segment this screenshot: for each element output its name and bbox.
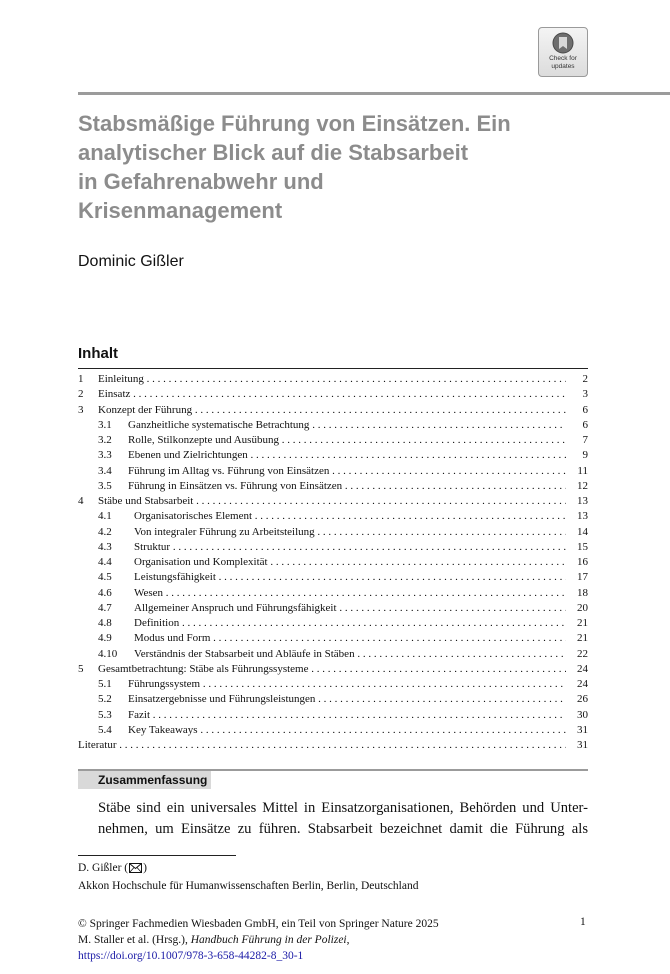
toc-entry[interactable] — [78, 616, 588, 631]
toc-entry-number: 3.2 — [98, 434, 112, 446]
toc-entry-number: 4 — [78, 495, 84, 507]
chapter-title — [78, 109, 558, 225]
toc-entry-page: 31 — [577, 739, 588, 751]
footnote-rule — [78, 855, 236, 856]
toc-entry-label: Einleitung . . . — [98, 372, 566, 387]
toc-entry-page: 17 — [577, 571, 588, 584]
title-line: analytischer Blick auf die Stabsarbeit — [78, 140, 469, 165]
summary-heading-box — [78, 771, 211, 789]
toc-entry-page: 2 — [582, 373, 588, 385]
envelope-icon[interactable] — [129, 863, 142, 873]
author-affiliation: Akkon Hochschule für Humanwissenschaften Berlin, Berlin, Deutschland — [78, 880, 419, 892]
table-of-contents — [78, 372, 588, 753]
toc-entry-page: 20 — [577, 601, 588, 614]
toc-entry[interactable] — [78, 570, 588, 585]
toc-entry-page: 6 — [582, 418, 588, 431]
toc-entry-number: 4.4 — [98, 556, 112, 568]
toc-top-rule — [78, 368, 588, 369]
toc-entry-label: Definition . . . — [134, 616, 566, 631]
toc-entry[interactable] — [78, 738, 588, 753]
toc-entry-number: 2 — [78, 388, 84, 401]
toc-entry-number: 4.10 — [98, 647, 118, 660]
check-for-updates-badge[interactable] — [538, 27, 588, 77]
citation-suffix: , — [346, 934, 350, 946]
toc-entry-page: 15 — [577, 540, 588, 553]
toc-entry-number: 5.3 — [98, 708, 112, 721]
badge-label-line1: Check for — [549, 55, 577, 62]
toc-entry-label: Wesen . . . — [134, 586, 566, 601]
toc-entry[interactable] — [78, 433, 588, 448]
toc-entry[interactable] — [78, 647, 588, 662]
toc-entry-page: 30 — [577, 708, 588, 721]
abstract-line: nehmen, um Einsätze zu führen. Stabsarbeit bezeichnet damit die Führung als — [98, 821, 588, 837]
page-number: 1 — [580, 916, 586, 928]
toc-entry-page: 18 — [577, 586, 588, 599]
footnote-name-suffix: ) — [143, 862, 147, 874]
toc-entry-number: 5.1 — [98, 678, 112, 690]
toc-entry-label: Modus und Form . . . — [134, 631, 566, 646]
toc-entry[interactable] — [78, 540, 588, 555]
citation-editors: M. Staller et al. (Hrsg.), — [78, 934, 191, 946]
toc-entry-label: Stäbe und Stabsarbeit . . . — [98, 494, 566, 509]
toc-entry-page: 24 — [577, 662, 588, 675]
toc-entry-page: 14 — [577, 525, 588, 538]
toc-entry-number: 4.6 — [98, 586, 112, 599]
toc-entry-page: 6 — [582, 403, 588, 416]
doi-link[interactable]: https://doi.org/10.1007/978-3-658-44282-8_30-1 — [78, 950, 304, 962]
abstract-line: Stäbe sind ein universales Mittel in Einsatzorganisationen, Behörden und Unter- — [98, 800, 588, 816]
toc-entry-label: Führung in Einsätzen vs. Führung von Einsätzen . . . — [128, 479, 566, 494]
toc-entry[interactable] — [78, 555, 588, 570]
toc-entry-label: Key Takeaways . . . — [128, 723, 566, 738]
bookmark-icon — [552, 32, 574, 54]
title-line: Krisenmanagement — [78, 198, 283, 223]
toc-entry-page: 13 — [577, 495, 588, 507]
toc-entry-number: 5.4 — [98, 723, 112, 736]
toc-entry-label: Organisation und Komplexität . . . — [134, 555, 566, 570]
title-line: Stabsmäßige Führung von Einsätzen. Ein — [78, 111, 511, 136]
citation-book-title: Handbuch Führung in der Polizei — [190, 934, 347, 946]
toc-entry[interactable] — [78, 692, 588, 707]
toc-entry-label: Führungssystem . . . — [128, 677, 566, 692]
toc-entry[interactable] — [78, 464, 588, 479]
toc-entry-label: Struktur . . . — [134, 540, 566, 555]
toc-entry[interactable] — [78, 494, 588, 509]
toc-entry[interactable] — [78, 631, 588, 646]
toc-entry[interactable] — [78, 448, 588, 463]
toc-entry-page: 7 — [582, 434, 588, 446]
toc-entry-number: 4.8 — [98, 617, 112, 629]
toc-entry-number: 4.7 — [98, 601, 112, 614]
toc-entry[interactable] — [78, 403, 588, 418]
toc-entry-label: Ebenen und Zielrichtungen . . . — [128, 448, 566, 463]
toc-entry-label: Gesamtbetrachtung: Stäbe als Führungssysteme . . . — [98, 662, 566, 677]
toc-entry-label: Von integraler Führung zu Arbeitsteilung . . . — [134, 525, 566, 540]
toc-entry-page: 13 — [577, 510, 588, 523]
toc-entry-label: Organisatorisches Element . . . — [134, 509, 566, 524]
footnote-name-prefix: D. Gißler ( — [78, 862, 129, 874]
toc-entry-page: 24 — [577, 678, 588, 690]
title-line: in Gefahrenabwehr und — [78, 169, 324, 194]
toc-entry-label: Allgemeiner Anspruch und Führungsfähigkeit . . . — [134, 601, 566, 616]
toc-entry-label: Leistungsfähigkeit . . . — [134, 570, 566, 585]
toc-entry[interactable] — [78, 418, 588, 433]
toc-entry[interactable] — [78, 662, 588, 677]
toc-entry-number: 5 — [78, 662, 84, 675]
toc-entry-label: Verständnis der Stabsarbeit und Abläufe in Stäben . . . — [134, 647, 566, 662]
toc-heading: Inhalt — [78, 345, 118, 362]
toc-entry-page: 22 — [577, 647, 588, 660]
toc-entry-label: Literatur . . . — [78, 738, 566, 753]
toc-entry-number: 3 — [78, 403, 84, 416]
toc-entry-label: Fazit . . . — [128, 708, 566, 723]
copyright-line: © Springer Fachmedien Wiesbaden GmbH, ein Teil von Springer Nature 2025 — [78, 918, 439, 930]
toc-entry[interactable] — [78, 723, 588, 738]
toc-entry-label: Ganzheitliche systematische Betrachtung . . . — [128, 418, 566, 433]
toc-entry-number: 4.5 — [98, 571, 112, 584]
citation-line — [78, 932, 439, 948]
toc-entry-label: Rolle, Stilkonzepte und Ausübung . . . — [128, 433, 566, 448]
toc-entry-number: 5.2 — [98, 693, 112, 706]
toc-entry[interactable] — [78, 387, 588, 402]
header-rule — [78, 92, 670, 95]
toc-entry[interactable] — [78, 601, 588, 616]
toc-entry-number: 4.1 — [98, 510, 112, 523]
toc-entry-number: 3.5 — [98, 479, 112, 492]
toc-entry-label: Konzept der Führung . . . — [98, 403, 566, 418]
abstract — [98, 798, 588, 840]
toc-entry-number: 1 — [78, 373, 84, 385]
toc-entry-page: 16 — [577, 556, 588, 568]
toc-entry-page: 26 — [577, 693, 588, 706]
toc-entry[interactable] — [78, 586, 588, 601]
toc-entry-number: 4.2 — [98, 525, 112, 538]
toc-entry-page: 11 — [577, 464, 588, 477]
toc-entry-number: 3.4 — [98, 464, 112, 477]
toc-entry[interactable] — [78, 509, 588, 524]
toc-entry[interactable] — [78, 525, 588, 540]
badge-label-line2: updates — [551, 63, 575, 70]
toc-entry[interactable] — [78, 479, 588, 494]
toc-entry-number: 3.3 — [98, 449, 112, 462]
toc-entry-label: Einsatz . . . — [98, 387, 566, 402]
toc-entry[interactable] — [78, 677, 588, 692]
toc-entry-page: 21 — [577, 632, 588, 645]
toc-entry-number: 4.3 — [98, 540, 112, 553]
toc-entry-page: 3 — [582, 388, 588, 401]
toc-entry-number: 4.9 — [98, 632, 112, 645]
toc-entry-page: 9 — [582, 449, 588, 462]
copyright-block — [78, 916, 439, 964]
toc-entry-number: 3.1 — [98, 418, 112, 431]
author-name: Dominic Gißler — [78, 253, 184, 270]
author-footnote — [78, 862, 147, 874]
toc-entry[interactable] — [78, 372, 588, 387]
toc-entry-label: Führung im Alltag vs. Führung von Einsätzen . . . — [128, 464, 566, 479]
summary-heading: Zusammenfassung — [98, 773, 208, 787]
toc-entry-page: 12 — [577, 479, 588, 492]
toc-entry-page: 31 — [577, 723, 588, 736]
toc-entry-label: Einsatzergebnisse und Führungsleistungen . . . — [128, 692, 566, 707]
toc-entry[interactable] — [78, 708, 588, 723]
toc-entry-page: 21 — [577, 617, 588, 629]
